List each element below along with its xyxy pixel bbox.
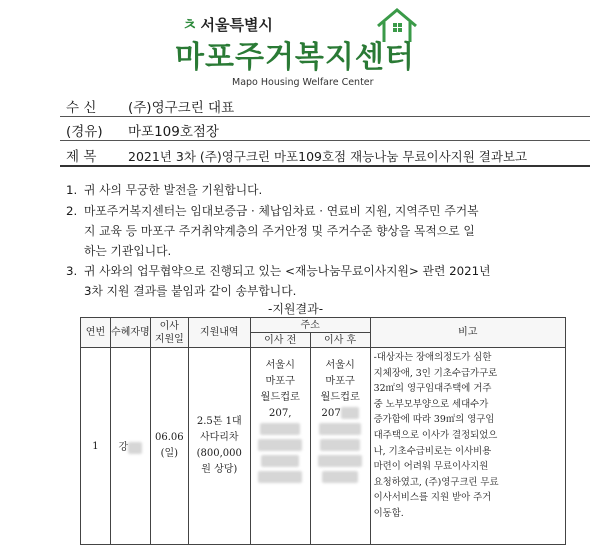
cell-address-before: 서울시 마포구 월드컵로 207, [250, 348, 310, 545]
header-after: 이사 후 [310, 333, 370, 348]
paragraph-1: 1. 귀 사의 무궁한 발전을 기원합니다. [66, 183, 263, 197]
via-value: 마포109호점장 [128, 124, 219, 140]
divider [60, 165, 590, 167]
center-subtitle: Mapo Housing Welfare Center [232, 77, 374, 88]
divider [60, 116, 590, 117]
cell-beneficiary: 강 [110, 348, 150, 545]
subject-label: 제 목 [66, 149, 97, 165]
result-caption: -지원결과- [268, 302, 324, 316]
center-title: 마포주거복지센터 [175, 40, 415, 75]
recipient-label: 수 신 [66, 100, 97, 116]
cell-no: 1 [81, 348, 111, 545]
redacted-address [320, 439, 360, 451]
table-row [81, 348, 566, 545]
redacted-address [319, 423, 361, 435]
via-row [66, 120, 219, 140]
header-beneficiary: 수혜자명 [110, 318, 150, 348]
redacted-address [260, 423, 300, 435]
redacted-address [318, 455, 362, 467]
header-address: 주소 [250, 318, 370, 333]
header-move-date: 이사 지원일 [150, 318, 188, 348]
cell-remarks: -대상자는 장애의정도가 심한 지체장애, 3인 기초수급가구로 32㎡의 영구임대주택에 거주 중 노부모부양으로 세대수가 증가함에 따라 39㎡의 영구임 대주택으로 이사가 결정되었으 나, 기초수급비로는 이사비용 마련이 어려워 무료이사지원 요청하였고, (주)영구크린 무료 이사서비스를 지원 받아 주거 이동함. [370, 348, 565, 545]
redacted-address [261, 455, 299, 467]
cell-support: 2.5톤 1대 사다리차 (800,000 원 상당) [188, 348, 250, 545]
paragraph-2: 2. 마포주거복지센터는 임대보증금 · 체납임차료 · 연료비 지원, 지역주민 주거복 지 교육 등 마포구 주거취약계층의 주거안정 및 주거수준 향상을 목적으로 일 하는 기관입니다. [66, 204, 479, 258]
redacted-address [258, 439, 302, 451]
redacted-address [322, 471, 358, 483]
cell-address-after: 서울시 마포구 월드컵로 207 [310, 348, 370, 545]
divider [60, 140, 590, 141]
seoul-symbol-icon: ㅊ [182, 15, 198, 34]
redacted-name [128, 442, 142, 454]
subject-row [66, 145, 527, 165]
result-table [80, 317, 566, 545]
subject-value: 2021년 3차 (주)영구크린 마포109호점 재능나눔 무료이사지원 결과보고 [128, 149, 528, 164]
header-support: 지원내역 [188, 318, 250, 348]
header-before: 이사 전 [250, 333, 310, 348]
recipient-row [66, 96, 234, 116]
recipient-value: (주)영구크린 대표 [128, 100, 235, 116]
redacted-address [341, 407, 359, 419]
paragraph-3: 3. 귀 사와의 업무협약으로 진행되고 있는 <재능나눔무료이사지원> 관련 2021년 3차 지원 결과를 붙임과 같이 송부합니다. [66, 264, 491, 298]
redacted-address [258, 471, 302, 483]
via-label: (경유) [66, 124, 103, 140]
seoul-logo-text: 서울특별시 [200, 16, 273, 34]
header-remarks: 비고 [370, 318, 565, 348]
header-no: 연번 [81, 318, 111, 348]
cell-move-date: 06.06 (일) [150, 348, 188, 545]
